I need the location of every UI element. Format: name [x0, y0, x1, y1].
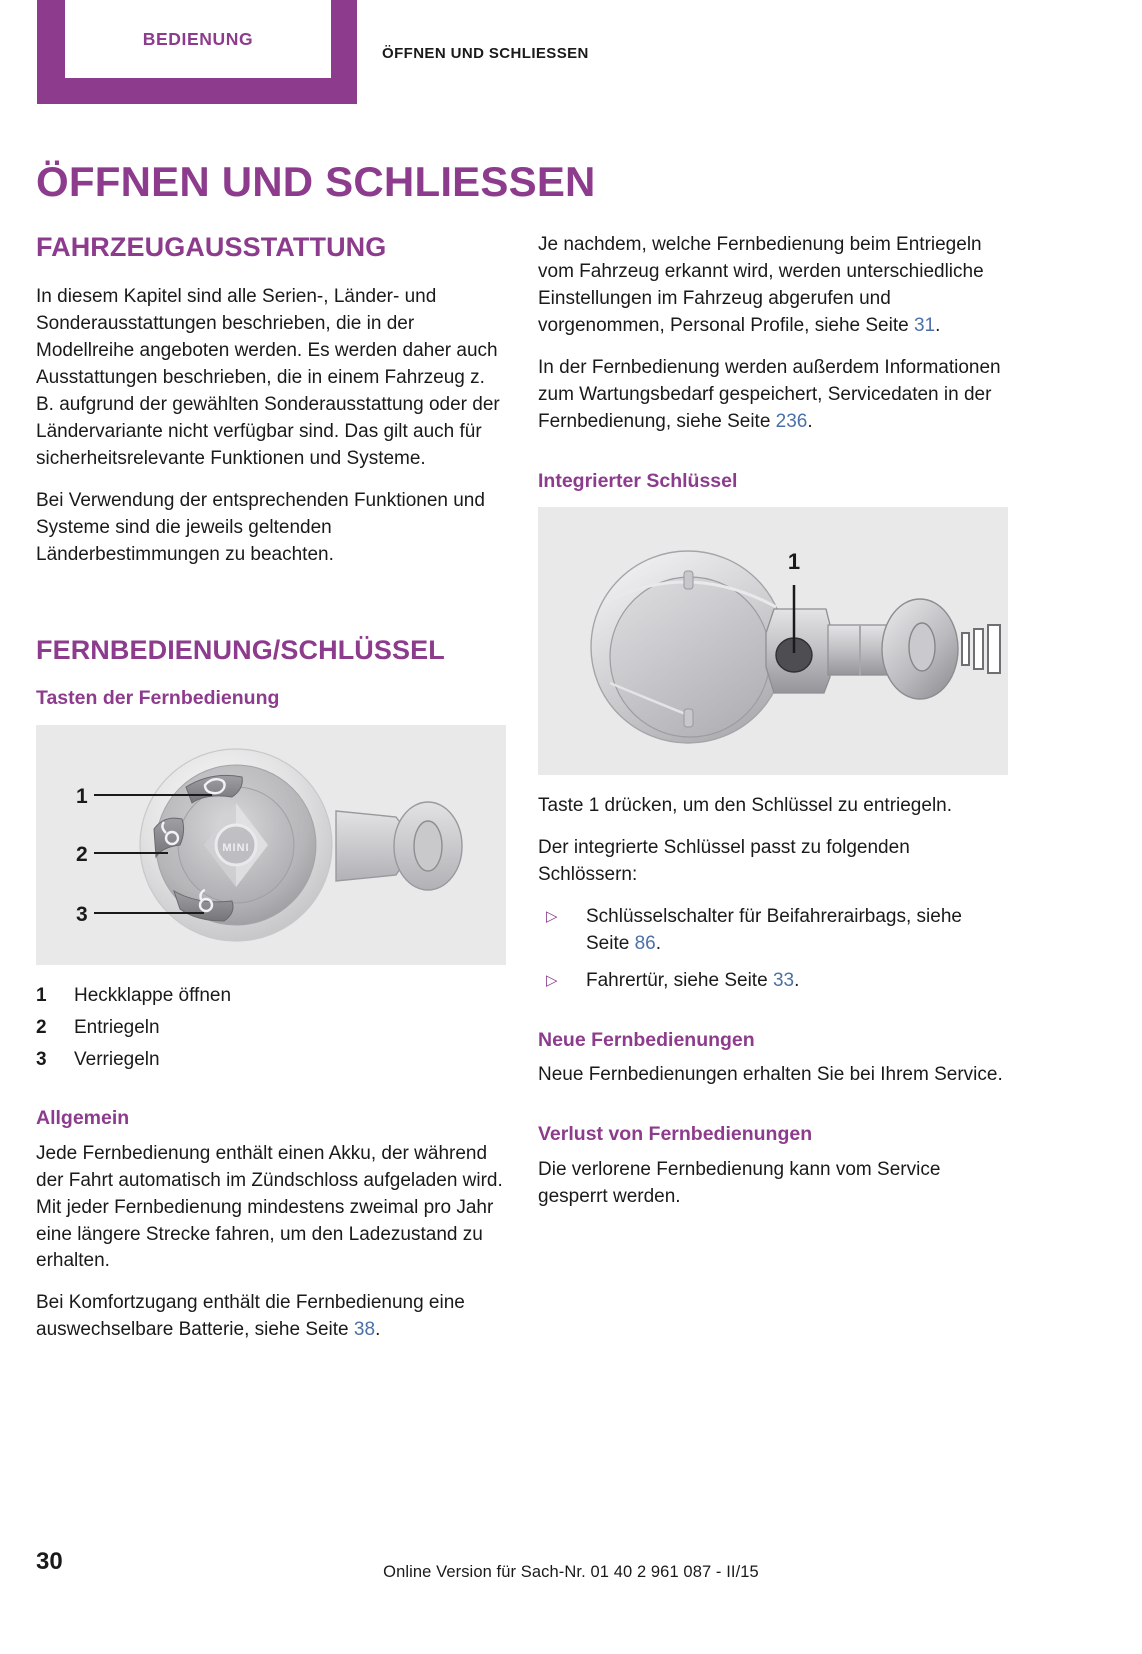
page-reference-236[interactable]: 236: [775, 410, 808, 432]
subsection-title-verlust-von-fernbedienungen: Verlust von Fernbedienungen: [538, 1123, 813, 1146]
chapter-tab-inner: [65, 0, 331, 78]
paragraph-personal-profile: [538, 232, 1008, 340]
paragraph-text: In der Fernbedienung werden außerdem Informationen zum Wartungsbedarf gespeichert, Servicedaten in der Fernbedienung, siehe Seite: [538, 356, 1001, 432]
section-title-fernbedienung-schluessel: FERNBEDIENUNG/SCHLÜSSEL: [36, 634, 445, 665]
page-reference-33[interactable]: 33: [772, 970, 795, 992]
key-blade-shape: [336, 802, 462, 890]
list-item-text-before: Schlüsselschalter für Beifahrerairbags, siehe Seite: [586, 906, 962, 955]
legend-label: Heckklappe öffnen: [74, 984, 232, 1006]
paragraph-verlust-von-fernbedienungen: Die verlorene Fernbedienung kann vom Service gesperrt werden.: [538, 1158, 941, 1207]
page-reference-38[interactable]: 38: [353, 1319, 376, 1341]
key-fob-case: [591, 551, 785, 743]
chapter-tab-label: BEDIENUNG: [142, 28, 254, 49]
remote-control-legend-list: [36, 983, 506, 1074]
pull-direction-arrow: [962, 625, 1000, 673]
list-item-text: [586, 904, 1008, 958]
paragraph-text: Bei Komfortzugang enthält die Fernbedienung eine auswechselbare Batterie, siehe Seite: [36, 1292, 465, 1341]
callout-number-3: 3: [76, 902, 88, 926]
footer-note: Online Version für Sach-Nr. 01 40 2 961 087 - II/15: [383, 1563, 759, 1581]
list-item-text-after: .: [794, 970, 800, 992]
figure-remote-control: [36, 725, 506, 965]
header-section-title: ÖFFNEN UND SCHLIESSEN: [382, 45, 589, 62]
paragraph-fahrzeugausstattung-2: Bei Verwendung der entsprechenden Funktionen und Systeme sind die jeweils geltenden Länderbestimmungen zu beachten.: [36, 490, 485, 565]
paragraph-neue-fernbedienungen: Neue Fernbedienungen erhalten Sie bei Ihrem Service.: [538, 1064, 1003, 1086]
list-item-text: [586, 968, 799, 995]
list-item-text-before: Fahrertür, siehe Seite: [586, 970, 773, 992]
lock-types-list: [538, 904, 1008, 995]
subsection-title-integrierter-schluessel: Integrierter Schlüssel: [538, 469, 738, 492]
running-header: [0, 0, 1142, 104]
key-head: [882, 599, 958, 699]
legend-number: 2: [36, 1016, 47, 1038]
list-item: [538, 904, 1008, 958]
svg-text:MINI: MINI: [222, 841, 250, 854]
subsection-title-allgemein: Allgemein: [36, 1107, 130, 1130]
chapter-tab: [37, 0, 357, 104]
paragraph-text: Je nachdem, welche Fernbedienung beim Entriegeln vom Fahrzeug erkannt wird, werden unterschiedliche Einstellungen im Fahrzeug abgerufen und vorgenommen, Personal Profile, siehe Seite: [538, 234, 984, 336]
paragraph-passt-zu-schloessern: Der integrierte Schlüssel passt zu folgenden Schlössern:: [538, 837, 910, 886]
triangle-bullet-icon: ▷: [546, 908, 558, 926]
page-number: 30: [36, 1548, 63, 1575]
remote-control-illustration: [36, 725, 506, 965]
callout-number-1: 1: [787, 549, 801, 575]
list-item-text-after: .: [655, 933, 662, 955]
left-column: [36, 232, 506, 1344]
subsection-title-tasten-der-fernbedienung: Tasten der Fernbedienung: [36, 687, 280, 710]
paragraph-allgemein-2: [36, 1290, 506, 1344]
callout-number-2: 2: [76, 842, 88, 866]
page-title: ÖFFNEN UND SCHLIESSEN: [36, 158, 596, 206]
key-release-block: [766, 609, 830, 693]
callout-number-1: 1: [76, 784, 88, 808]
section-title-fahrzeugausstattung: FAHRZEUGAUSSTATTUNG: [36, 232, 387, 262]
paragraph-text-end: .: [807, 410, 813, 432]
legend-number: 3: [36, 1048, 47, 1070]
paragraph-allgemein-1: Jede Fernbedienung enthält einen Akku, der während der Fahrt automatisch im Zündschloss aufgeladen wird. Mit jeder Fernbedienung mindestens zweimal pro Jahr eine längere Strecke fahren, um den Ladezustand zu erhalten.: [36, 1142, 503, 1272]
legend-number: 1: [36, 984, 47, 1006]
legend-item: [36, 1015, 506, 1041]
paragraph-text-end: .: [375, 1319, 381, 1341]
paragraph-text-end: .: [935, 314, 941, 336]
subsection-title-neue-fernbedienungen: Neue Fernbedienungen: [538, 1028, 755, 1051]
legend-item: [36, 1047, 506, 1073]
key-shank: [828, 625, 890, 675]
figure-integrated-key: [538, 507, 1008, 775]
paragraph-taste-1-druecken: Taste 1 drücken, um den Schlüssel zu entriegeln.: [538, 795, 953, 817]
legend-label: Entriegeln: [74, 1016, 160, 1038]
paragraph-servicedaten: [538, 355, 1008, 436]
paragraph-fahrzeugausstattung-1: In diesem Kapitel sind alle Serien-, Länder- und Sonderausstattungen beschrieben, die in der Modellreihe angeboten werden. Es werden daher auch Ausstattungen beschrieben, die in einem Fahrzeug z. B. aufgrund der gewählten Sonderausstattung oder der Ländervariante nicht verfügbar sind. Das gilt auch für sicherheitsrelevante Funktionen und Systeme.: [36, 286, 500, 470]
legend-label: Verriegeln: [74, 1048, 160, 1070]
legend-item: [36, 983, 506, 1009]
page-reference-86[interactable]: 86: [634, 933, 656, 955]
right-column: [538, 232, 1008, 1211]
page-reference-31[interactable]: 31: [913, 314, 936, 336]
list-item: [538, 968, 1008, 995]
integrated-key-illustration: [538, 507, 1008, 775]
triangle-bullet-icon: ▷: [546, 972, 558, 990]
